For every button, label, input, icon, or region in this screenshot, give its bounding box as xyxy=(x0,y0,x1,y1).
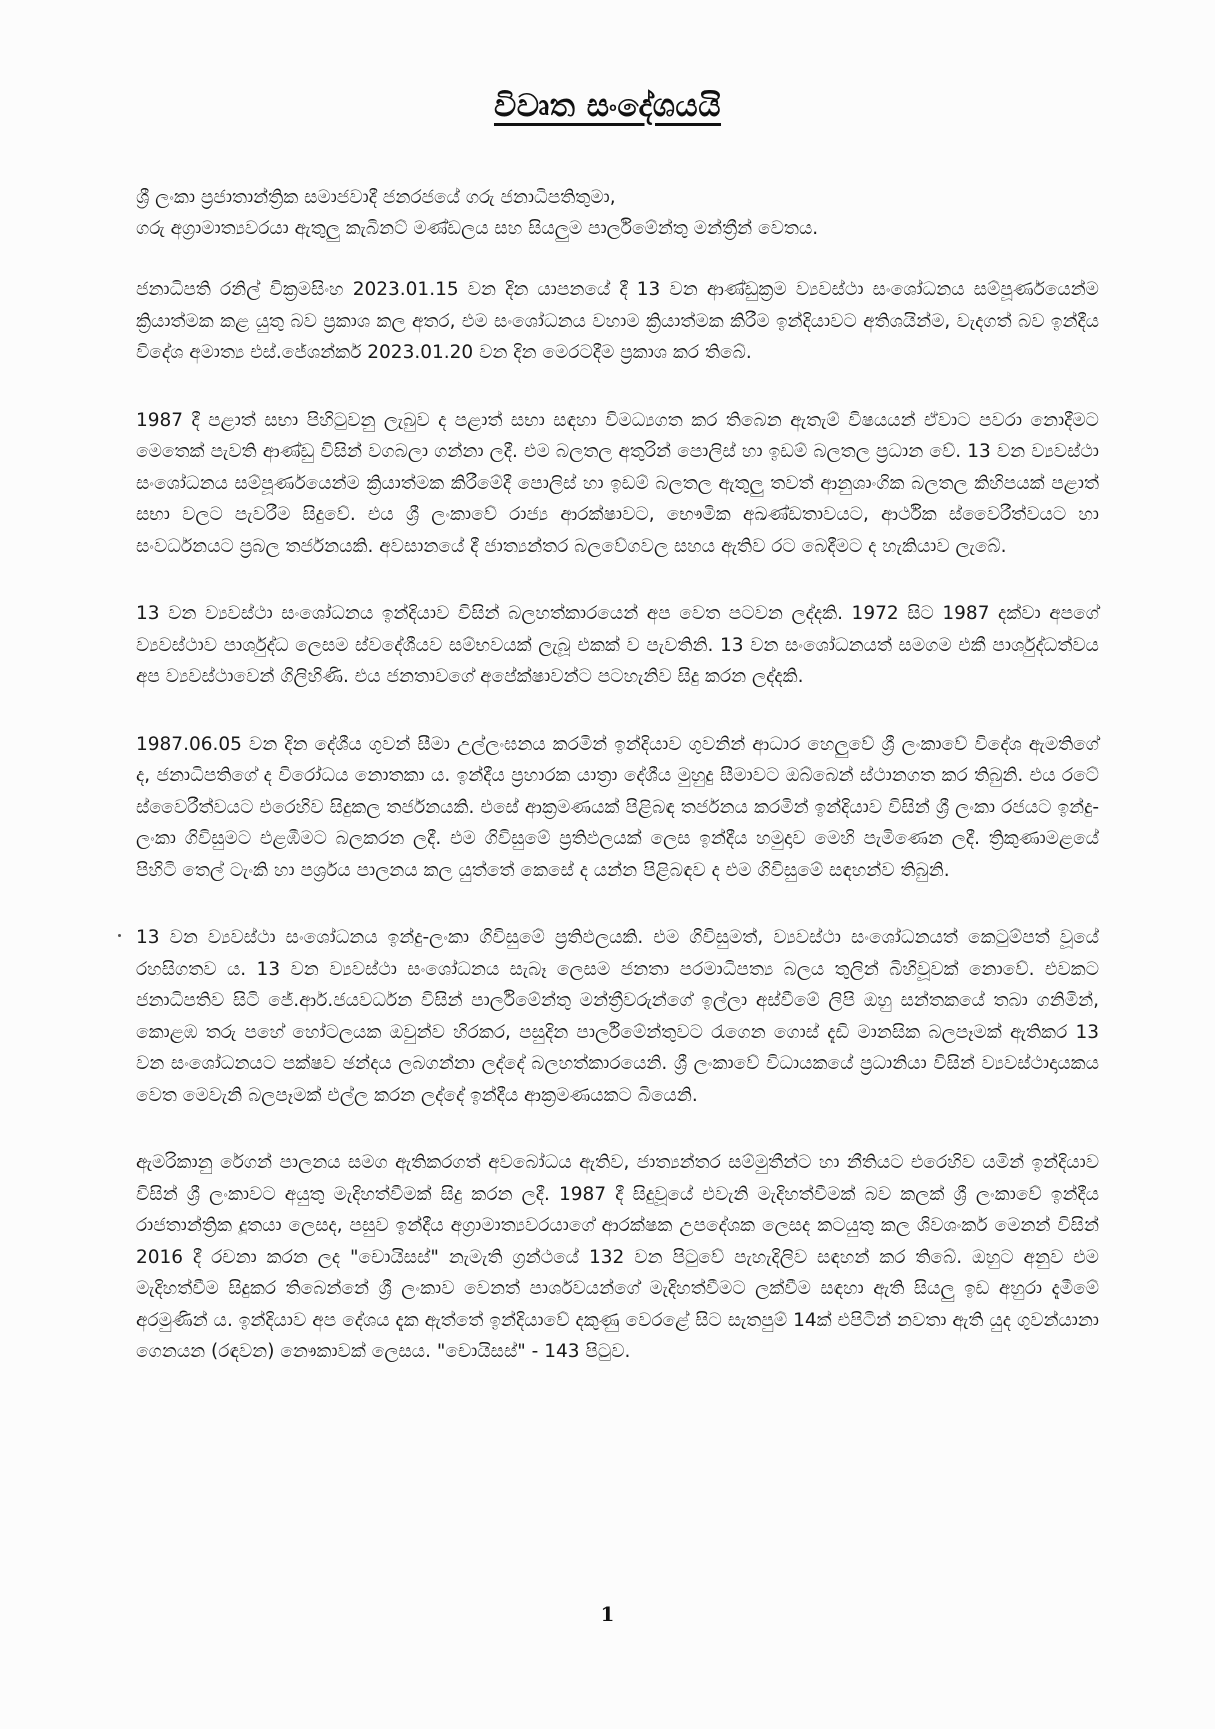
paragraph: 13 වන ව්‍යවස්ථා සංශෝධනය ඉන්දු-ලංකා ගිවිසුමේ ප්‍රතිඵලයකි. එම ගිවිසුමත්, ව්‍යවස්ථා සංශෝධනයත් කෙටුම්පත් වූයේ රහසිගතව ය. 13 වන ව්‍යවස්ථා සංශෝධනය සැබෑ ලෙසම ජනතා පරමාධිපත්‍ය බලය තුලින් බිහිවූවක් නොවේ. එවකට ජනාධිපතිව සිටි ජේ.ආර්.ජයවර්ධන විසින් පාර්ලිමේන්තු මන්ත්‍රීවරුන්ගේ ඉල්ලා අස්වීමේ ලිපි ඔහු සන්තකයේ තබා ගනිමින්, කොළඹ තරු පහේ හෝටලයක ඔවුන්ව හිරකර, පසුදින පාර්ලිමේන්තුවට රැගෙන ගොස් දැඩි මානසික බලපෑමක් ඇතිකර 13 වන සංශෝධනයට පක්ෂව ඡන්දය ලබගන්නා ලද්දේ බලහත්කාරයෙනි. ශ්‍රී ලංකාවේ විධායකයේ ප්‍රධානියා විසින් ව්‍යවස්ථාදායකය වෙත මෙවැනි බලපෑමක් එල්ල කරන ලද්දේ ඉන්දීය ආක්‍රමණයකට බියෙනි. xyxy=(136,927,1099,1106)
paragraph: 1987.06.05 වන දින දේශීය ගුවන් සීමා උල්ලංඝනය කරමින් ඉන්දියාව ගුවනින් ආධාර හෙලුවේ ශ්‍රී ලංකාවේ විදේශ ඇමතිගේ ද, ජනාධිපතිගේ ද විරෝධය නොතකා ය. ඉන්දීය ප්‍රහාරක යාත්‍රා දේශීය මුහුදු සීමාවට ඔබ්බෙන් ස්ථානගත කර තිබුනි. එය රටේ ස්වෛරීත්වයට එරෙහිව සිදුකල තර්ජනයකි. එසේ ආක්‍රමණයක් පිළිබඳ තර්ජනය කරමින් ඉන්දියාව විසින් ශ්‍රී ලංකා රජයට ඉන්දු-ලංකා ගිවිසුමට එළඹීමට බලකරන ලදී. එම ගිවිසුමේ ප්‍රතිඵලයක් ලෙස ඉන්දීය හමුදාව මෙහි පැමිණෙන ලදී. ත්‍රිකුණාමළයේ පිහිටි තෙල් ටැංකි හා පර්ශ්‍රය පාලනය කල යුත්තේ කෙසේ ද යන්න පිළිබඳව ද එම ගිවිසුමේ සඳහන්ව තිබුනි. xyxy=(136,733,1099,881)
document-title xyxy=(0,88,1215,125)
document-title-text: විවෘත සංදේශයයි xyxy=(493,88,722,124)
document-body xyxy=(136,182,1099,1368)
salutation-line: ගරු අග්‍රාමාත්‍යවරයා ඇතුලු කැබිනට් මණ්ඩලය සහ සියලුම පාර්ලිමේන්තු මන්ත්‍රීන් වෙතය. xyxy=(136,218,819,239)
salutation-block xyxy=(136,182,1099,244)
page-number: 1 xyxy=(600,1602,615,1626)
scan-artifact-dot xyxy=(118,934,121,937)
salutation-line: ශ්‍රී ලංකා ප්‍රජාතාන්ත්‍රික සමාජවාදී ජනරජයේ ගරු ජනාධිපතිතුමා, xyxy=(136,187,616,208)
paragraph: ඇමරිකානු රේගන් පාලනය සමග ඇතිකරගත් අවබෝධය ඇතිව, ජාත්‍යන්තර සම්මුතීන්ට හා නීතියට එරෙහිව යමින් ඉන්දියාව විසින් ශ්‍රී ලංකාවට අයුතු මැදිහත්වීමක් සිදු කරන ලදී. 1987 දී සිදුවූයේ එවැනි මැදිහත්වීමක් බව කලක් ශ්‍රී ලංකාවේ ඉන්දීය රාජතාන්ත්‍රික දූතයා ලෙසද, පසුව ඉන්දීය අග්‍රාමාත්‍යවරයාගේ ආරක්ෂක උපදේශක ලෙසද කටයුතු කල ශිවශංකර් මෙනන් විසින් 2016 දී රචනා කරන ලද "චොයිසස්" නැමැති ග්‍රන්ථයේ 132 වන පිටුවේ පැහැදිලිව සඳහන් කර තිබේ. ඔහුට අනුව එම මැදිහත්වීම සිදුකර තිබෙන්නේ ශ්‍රී ලංකාව වෙනත් පාර්ශවයන්ගේ මැදිහත්වීමට ලක්වීම සඳහා ඇති සියලු ඉඩ අහුරා දැමීමේ අරමුණින් ය. ඉන්දියාව අප දේශය දැක ඇත්තේ ඉන්දියාවේ දකුණු වෙරළේ සිට සැතපුම් 14ක් එපිටින් නවතා ඇති යුද ගුවන්යානා ගෙනයන (රඳවන) නෞකාවක් ලෙසය. "චොයිසස්" - 143 පිටුව. xyxy=(136,1152,1099,1362)
paragraph: 13 වන ව්‍යවස්ථා සංශෝධනය ඉන්දියාව විසින් බලහත්කාරයෙන් අප වෙත පටවන ලද්දකි. 1972 සිට 1987 දක්වා අපගේ ව්‍යවස්ථාව පාර්ශුද්ධ ලෙසම ස්වදේශීයව සම්භවයක් ලැබූ එකක් ව පැවතිනි. 13 වන සංශෝධනයත් සමගම එකී පාර්ශුද්ධත්වය අප ව්‍යවස්ථාවෙන් ගිලිහිණි. එය ජනතාවගේ අපේක්ෂාවන්ට පටහැනිව සිදු කරන ලද්දකි. xyxy=(136,603,1099,687)
paragraph: 1987 දී පළාත් සභා පිහිටුවනු ලැබුව ද පළාත් සභා සඳහා විමධ්‍යගත කර තිබෙන ඇතැම් විෂයයන් ඒවාට පවරා නොදීමට මෙතෙක් පැවති ආණ්ඩු විසින් වගබලා ගන්නා ලදී. එම බලතල අතුරින් පොලිස් හා ඉඩම් බලතල ප්‍රධාන වේ. 13 වන ව්‍යවස්ථා සංශෝධනය සම්පූර්ණයෙන්ම ක්‍රියාත්මක කිරීමේදී පොලිස් හා ඉඩම් බලතල ඇතුලු තවත් ආනුශාංගික බලතල කිහිපයක් පළාත් සභා වලට පැවරීම සිදුවේ. එය ශ්‍රී ලංකාවේ රාජ්‍ය ආරක්ෂාවට, භෞමික අඛණ්ඩතාවයට, ආර්ථික ස්වෛරීත්වයට හා සංවර්ධනයට ප්‍රබල තර්ජනයකි. අවසානයේ දී ජාත්‍යන්තර බලවේගවල සහය ඇතිව රට බෙදීමට ද හැකියාව ලැබේ. xyxy=(136,409,1099,557)
paragraph: ජනාධිපති රනිල් වික්‍රමසිංහ 2023.01.15 වන දින යාපනයේ දී 13 වන ආණ්ඩුක්‍රම ව්‍යවස්ථා සංශෝධනය සම්පූර්ණයෙන්ම ක්‍රියාත්මක කළ යුතු බව ප්‍රකාශ කල අතර, එම සංශෝධනය වහාම ක්‍රියාත්මක කිරීම ඉන්දියාවට අතිශයින්ම, වැදගත් බව ඉන්දීය විදේශ අමාත්‍ය එස්.ජේශන්කර් 2023.01.20 වන දින මෙරටදීම ප්‍රකාශ කර තිබේ. xyxy=(136,279,1099,363)
